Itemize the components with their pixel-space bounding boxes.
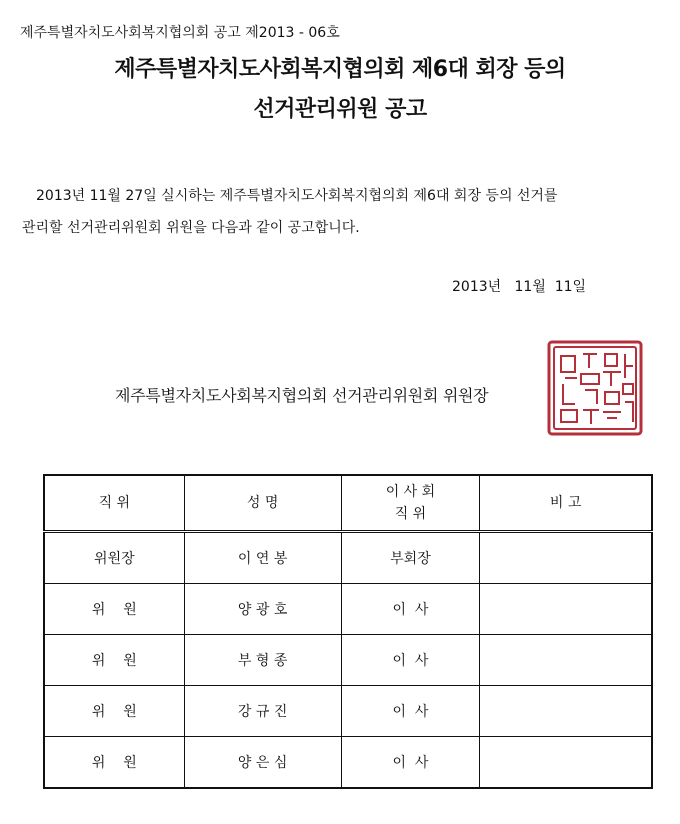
cell-position: 위원장 bbox=[44, 532, 184, 584]
table-row bbox=[44, 635, 652, 686]
table-row bbox=[44, 584, 652, 635]
table-row bbox=[44, 686, 652, 737]
announcement-date: 2013년 11월 11일 bbox=[452, 279, 587, 295]
cell-name: 부 형 종 bbox=[184, 635, 341, 686]
header-name: 성 명 bbox=[184, 475, 341, 532]
cell-position: 위 원 bbox=[44, 635, 184, 686]
document-number: 제주특별자치도사회복지협의회 공고 제2013 - 06호 bbox=[20, 25, 340, 41]
cell-name: 양 광 호 bbox=[184, 584, 341, 635]
document-title-line-2: 선거관리위원 공고 bbox=[253, 97, 427, 122]
table-header-row bbox=[44, 475, 652, 532]
official-seal bbox=[545, 338, 645, 438]
document-title-line-1: 제주특별자치도사회복지협의회 제6대 회장 등의 bbox=[114, 57, 566, 82]
cell-board-position: 이 사 bbox=[341, 635, 480, 686]
cell-remarks bbox=[480, 584, 652, 635]
cell-board-position: 이 사 bbox=[341, 686, 480, 737]
cell-position: 위 원 bbox=[44, 584, 184, 635]
cell-remarks bbox=[480, 532, 652, 584]
cell-remarks bbox=[480, 737, 652, 789]
header-position: 직 위 bbox=[44, 475, 184, 532]
cell-name: 강 규 진 bbox=[184, 686, 341, 737]
cell-position: 위 원 bbox=[44, 737, 184, 789]
cell-remarks bbox=[480, 686, 652, 737]
cell-name: 양 은 심 bbox=[184, 737, 341, 789]
header-board-position: 이 사 회 직 위 bbox=[341, 475, 480, 532]
cell-remarks bbox=[480, 635, 652, 686]
body-text-line-2: 관리할 선거관리위원회 위원을 다음과 같이 공고합니다. bbox=[22, 220, 360, 236]
table-row bbox=[44, 737, 652, 789]
committee-member-table bbox=[43, 474, 653, 789]
table-row bbox=[44, 532, 652, 584]
cell-board-position: 이 사 bbox=[341, 584, 480, 635]
cell-position: 위 원 bbox=[44, 686, 184, 737]
header-remarks: 비 고 bbox=[480, 475, 652, 532]
cell-name: 이 연 봉 bbox=[184, 532, 341, 584]
issuer-name: 제주특별자치도사회복지협의회 선거관리위원회 위원장 bbox=[115, 386, 489, 405]
cell-board-position: 부회장 bbox=[341, 532, 480, 584]
body-text-line-1: 2013년 11월 27일 실시하는 제주특별자치도사회복지협의회 제6대 회장 등의 선거를 bbox=[36, 188, 558, 204]
cell-board-position: 이 사 bbox=[341, 737, 480, 789]
